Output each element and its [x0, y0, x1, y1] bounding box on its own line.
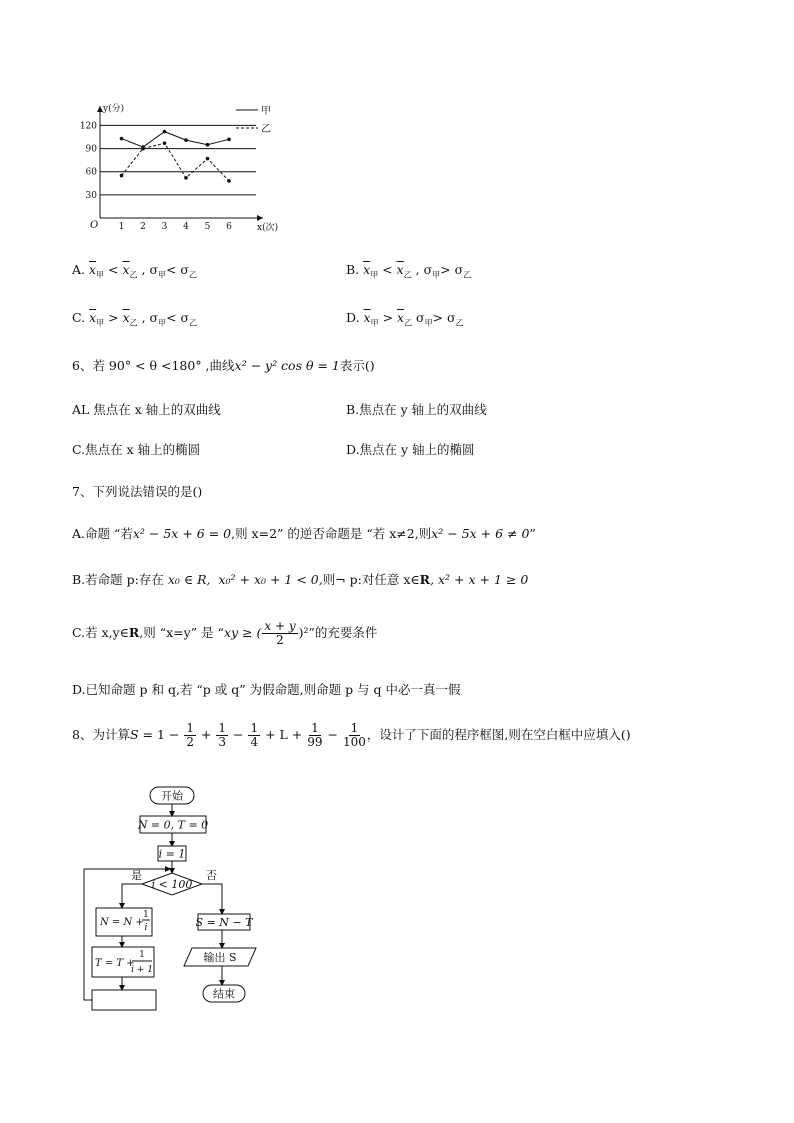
- series-1-point: [184, 138, 188, 142]
- flow-step2-den: i + 1: [131, 965, 153, 975]
- x-tick-label: 4: [183, 222, 189, 232]
- y-tick-label: 30: [85, 190, 97, 201]
- score-line-chart: [78, 98, 288, 238]
- series-2-point: [163, 141, 167, 145]
- series-1-point: [227, 138, 231, 142]
- x-axis-label: x(次): [257, 223, 279, 233]
- flow-output-text: 输出 S: [203, 951, 237, 964]
- q7-option-a: A.命题 “若x² − 5x + 6 = 0,则 x=2” 的逆否命题是 “若 x≠2,则x² − 5x + 6 ≠ 0”: [72, 526, 536, 541]
- flow-yes-label: 是: [131, 869, 142, 882]
- flow-step1-text: N = N +: [100, 917, 144, 928]
- series-1-point: [120, 137, 124, 141]
- series-2-point: [141, 147, 145, 151]
- flow-step2-text: T = T +: [95, 958, 135, 969]
- flow-step2-num: 1: [139, 950, 145, 960]
- flow-condition-text: i < 100: [151, 878, 193, 891]
- q6-option-b: B.焦点在 y 轴上的双曲线: [346, 402, 487, 417]
- series-2-point: [227, 179, 231, 183]
- flow-blank-box: [92, 990, 156, 1010]
- y-tick-label: 60: [85, 167, 97, 178]
- q7-stem: 7、下列说法错误的是(): [72, 484, 203, 499]
- q8-stem: 8、为计算S = 1 − $\frac{1}{2}$ + $\frac{1}{3}$ − $\frac{1}{4}$ + L + $\frac{1}{99}$ − $\frac{1}{100}$ ，设计了下面的程序框图,则在空白框中应填入(): [72, 721, 631, 749]
- flow-start-text: 开始: [161, 789, 183, 803]
- q7-option-c: C.若 x,y∈R,则 “x=y” 是 “xy ≥ ( $\frac{x + y}{2}$ )²”的充要条件: [72, 619, 378, 647]
- y-tick-label: 90: [85, 144, 97, 155]
- x-axis-arrow: [257, 215, 263, 221]
- x-tick-label: 3: [161, 222, 168, 232]
- flowchart: [76, 784, 276, 1016]
- q5-option-d: D. $\overline{x}_甲 > \overline{x}_乙$ $\sigma_甲> \sigma_乙$: [346, 310, 464, 328]
- flow-init-text: N = 0, T = 0: [137, 818, 209, 832]
- series-2-point: [120, 174, 124, 178]
- series-line-1: [122, 132, 230, 147]
- flow-no-label: 否: [206, 869, 217, 882]
- q6-stem: 6、若 90° < θ <180° ,曲线x² − y² cos θ = 1表示(): [72, 358, 375, 373]
- y-axis-label: y(分): [103, 104, 125, 114]
- q5-option-b: B. $\overline{x}_甲 < \overline{x}_乙$ , $\sigma_甲> \sigma_乙$: [346, 262, 472, 280]
- series-2-point: [206, 157, 210, 161]
- x-tick-label: 2: [140, 222, 146, 232]
- q6-option-c: C.焦点在 x 轴上的椭圆: [72, 442, 201, 457]
- x-tick-label: 6: [226, 222, 232, 232]
- q7-option-d: D.已知命题 p 和 q,若 “p 或 q” 为假命题,则命题 p 与 q 中必一真一假: [72, 682, 461, 697]
- legend-label-1: 甲: [261, 106, 271, 117]
- series-1-point: [206, 143, 210, 147]
- x-tick-label: 1: [118, 222, 125, 232]
- flow-end-text: 结束: [213, 987, 235, 1001]
- q5-option-c: C. $\overline{x}_甲 > \overline{x}_乙$ , $\sigma_甲< \sigma_乙$: [72, 310, 198, 328]
- q6-option-d: D.焦点在 y 轴上的椭圆: [346, 442, 475, 457]
- origin-label: O: [90, 220, 99, 231]
- flow-i-init-text: i = 1: [158, 847, 186, 861]
- x-tick-label: 5: [204, 222, 211, 232]
- flow-assign-text: S = N − T: [195, 916, 253, 929]
- series-1-point: [163, 130, 167, 134]
- y-tick-label: 120: [79, 121, 97, 132]
- q5-option-a: A. $\overline{x}_甲 < \overline{x}_乙$ , $\sigma_甲< \sigma_乙$: [72, 262, 197, 280]
- q7-option-b: B.若命题 p:存在 x₀ ∈ R, x₀² + x₀ + 1 < 0,则¬ p:对任意 x∈R, x² + x + 1 ≥ 0: [72, 572, 529, 587]
- series-2-point: [184, 176, 188, 180]
- q6-option-a: AL 焦点在 x 轴上的双曲线: [72, 402, 221, 417]
- flow-step1-num: 1: [143, 910, 149, 920]
- legend-label-2: 乙: [261, 124, 271, 135]
- flow-step1-den: i: [144, 923, 148, 933]
